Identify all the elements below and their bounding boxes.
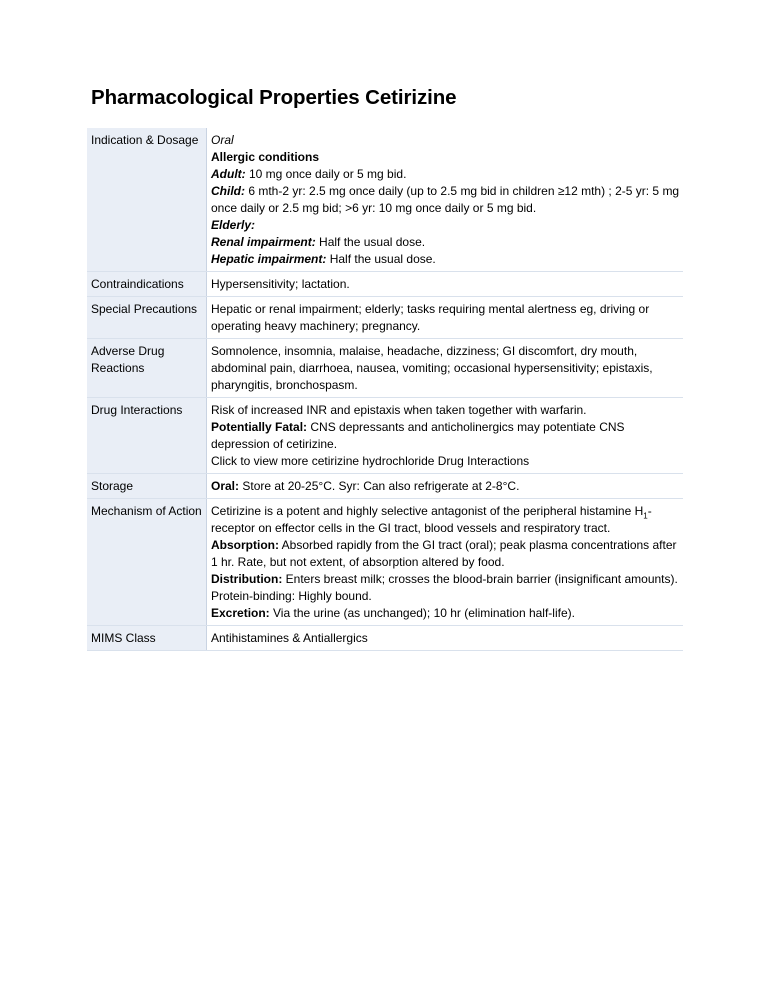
- renal-label: Renal impairment:: [211, 235, 316, 249]
- page-title: Pharmacological Properties Cetirizine: [91, 86, 457, 109]
- row-value-interactions: [207, 398, 684, 474]
- adult-text: 10 mg once daily or 5 mg bid.: [245, 167, 407, 181]
- excretion-value: Via the urine (as unchanged); 10 hr (elimination half-life).: [269, 606, 575, 620]
- mechanism-text-a: Cetirizine is a potent and highly selective antagonist of the peripheral histamine H: [211, 504, 644, 518]
- child-text: 6 mth-2 yr: 2.5 mg once daily (up to 2.5 mg bid in children ≥12 mth) ; 2-5 yr: 5 mg once daily or 2.5 mg bid; >6 yr: 10 mg once daily or 5 mg bid.: [211, 184, 680, 215]
- row-label-indication: Indication & Dosage: [87, 128, 207, 272]
- row-label-adverse: Adverse Drug Reactions: [87, 339, 207, 398]
- absorption-value: Absorbed rapidly from the GI tract (oral); peak plasma concentrations after 1 hr. Rate, but not extent, of absorption altered by food.: [211, 538, 677, 569]
- row-value-mims: Antihistamines & Antiallergics: [207, 626, 684, 651]
- child-dose: [211, 183, 680, 217]
- row-label-interactions: Drug Interactions: [87, 398, 207, 474]
- table-row-adverse: [87, 339, 683, 398]
- more-interactions-link[interactable]: Click to view more cetirizine hydrochloride Drug Interactions: [211, 454, 530, 468]
- row-value-contraindications: Hypersensitivity; lactation.: [207, 272, 684, 297]
- table-row-precautions: [87, 297, 683, 339]
- condition-text: Allergic conditions: [211, 150, 320, 164]
- excretion-text: [211, 605, 680, 622]
- row-label-storage: Storage: [87, 474, 207, 499]
- table-row-storage: [87, 474, 683, 499]
- row-label-mims: MIMS Class: [87, 626, 207, 651]
- row-label-precautions: Special Precautions: [87, 297, 207, 339]
- storage-oral-label: Oral:: [211, 479, 240, 493]
- mechanism-text: [211, 503, 680, 537]
- row-value-storage: [207, 474, 684, 499]
- table-row-interactions: [87, 398, 683, 474]
- adult-dose: [211, 166, 680, 183]
- hepatic-text: Half the usual dose.: [326, 252, 436, 266]
- properties-table: [87, 128, 683, 651]
- table-row-mechanism: [87, 499, 683, 626]
- hepatic-label: Hepatic impairment:: [211, 252, 327, 266]
- interaction-warfarin: Risk of increased INR and epistaxis when taken together with warfarin.: [211, 403, 587, 417]
- renal-dose: [211, 234, 680, 251]
- row-label-mechanism: Mechanism of Action: [87, 499, 207, 626]
- interaction-fatal: [211, 419, 680, 453]
- storage-oral-text: Store at 20-25°C. Syr: Can also refrigerate at 2-8°C.: [239, 479, 520, 493]
- absorption-label: Absorption:: [211, 538, 279, 552]
- row-value-indication: [207, 128, 684, 272]
- distribution-text: [211, 571, 680, 605]
- row-label-contraindications: Contraindications: [87, 272, 207, 297]
- excretion-label: Excretion:: [211, 606, 270, 620]
- table-row-mims: [87, 626, 683, 651]
- table-row-contraindications: [87, 272, 683, 297]
- fatal-text: CNS depressants and anticholinergics may potentiate CNS depression of cetirizine.: [211, 420, 625, 451]
- adult-label: Adult:: [211, 167, 246, 181]
- table-row-indication: [87, 128, 683, 272]
- hepatic-dose: [211, 251, 680, 268]
- row-value-mechanism: [207, 499, 684, 626]
- distribution-label: Distribution:: [211, 572, 283, 586]
- row-value-adverse: Somnolence, insomnia, malaise, headache, dizziness; GI discomfort, dry mouth, abdominal pain, diarrhoea, nausea, vomiting; occasional hypersensitivity; epistaxis, pharyngitis, bronchospasm.: [207, 339, 684, 398]
- renal-text: Half the usual dose.: [315, 235, 426, 249]
- mechanism-text-b: -receptor on effector cells in the GI tract, blood vessels and respiratory tract.: [211, 504, 652, 535]
- fatal-label: Potentially Fatal:: [211, 420, 308, 434]
- mechanism-subscript: 1: [643, 511, 648, 521]
- child-label: Child:: [211, 184, 245, 198]
- row-value-precautions: Hepatic or renal impairment; elderly; tasks requiring mental alertness eg, driving or operating heavy machinery; pregnancy.: [207, 297, 684, 339]
- elderly-label: Elderly:: [211, 218, 256, 232]
- absorption-text: [211, 537, 680, 571]
- route-text: Oral: [211, 133, 234, 147]
- distribution-value: Enters breast milk; crosses the blood-brain barrier (insignificant amounts). Protein-binding: Highly bound.: [211, 572, 678, 603]
